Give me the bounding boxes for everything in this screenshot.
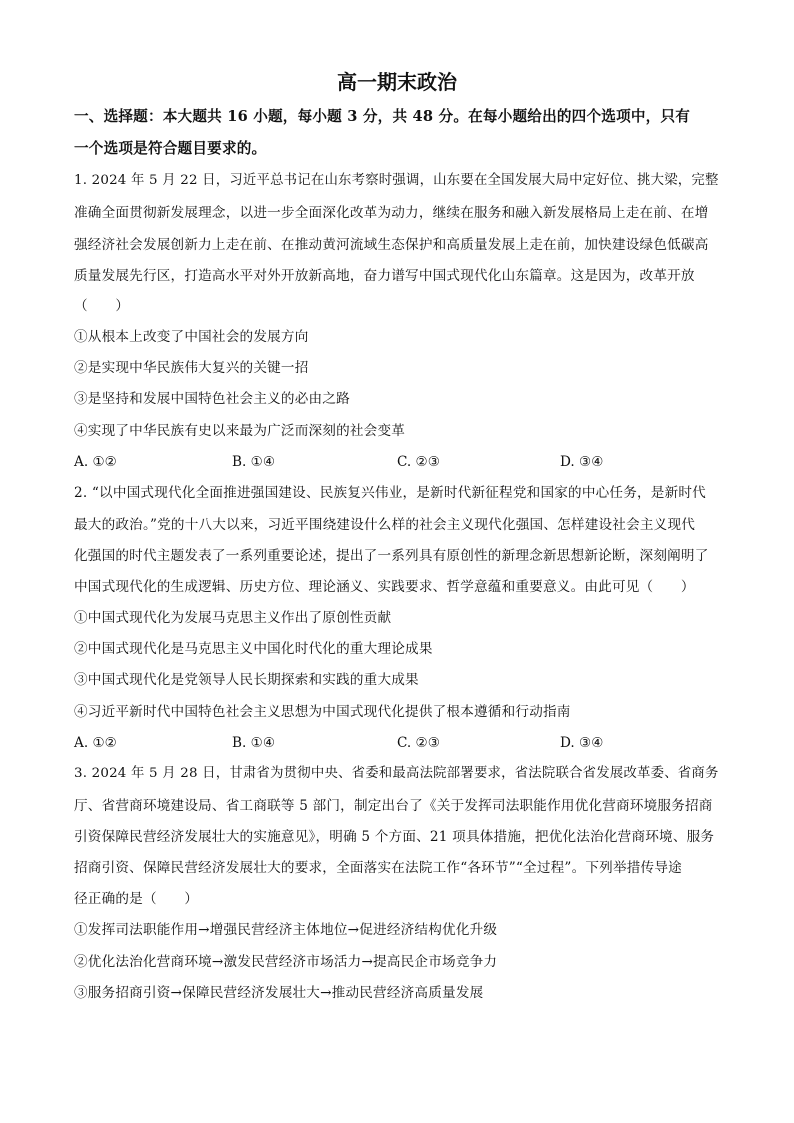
q2-option-b[interactable]: B. ①④	[232, 735, 276, 751]
q1-option-a[interactable]: A. ①②	[74, 454, 117, 470]
q3-stem-line-4: 招商引资、保障民营经济发展壮大的要求，全面落实在法院工作“各环节”“全过程”。下列举措传导途	[74, 860, 682, 876]
q2-stem-line-4: 中国式现代化的生成逻辑、历史方位、理论涵义、实践要求、哲学意蕴和重要意义。由此可见（ ）	[74, 579, 695, 595]
q1-statement-1: ①从根本上改变了中国社会的发展方向	[74, 329, 309, 345]
q1-statement-2: ②是实现中华民族伟大复兴的关键一招	[74, 360, 309, 376]
q1-statement-3: ③是坚持和发展中国特色社会主义的必由之路	[74, 391, 350, 407]
section-header-line-1: 一、选择题：本大题共 16 小题，每小题 3 分，共 48 分。在每小题给出的四个选项中，只有	[74, 108, 691, 125]
section-header-line-2: 一个选项是符合题目要求的。	[74, 140, 267, 157]
q2-statement-3: ③中国式现代化是党领导人民长期探索和实践的重大成果	[74, 672, 419, 688]
q1-option-b[interactable]: B. ①④	[232, 454, 276, 470]
q1-stem-line-3: 强经济社会发展创新力上走在前、在推动黄河流域生态保护和高质量发展上走在前，加快建设绿色低碳高	[74, 237, 709, 253]
q3-stem-line-5: 径正确的是（ ）	[74, 891, 199, 907]
q3-statement-3: ③服务招商引资→保障民营经济发展壮大→推动民营经济高质量发展	[74, 985, 484, 1001]
q2-statement-4: ④习近平新时代中国特色社会主义思想为中国式现代化提供了根本遵循和行动指南	[74, 704, 571, 720]
exam-title: 高一期末政治	[337, 70, 457, 94]
q2-option-c[interactable]: C. ②③	[397, 735, 440, 751]
q2-option-d[interactable]: D. ③④	[560, 735, 604, 751]
q2-stem-line-3: 化强国的时代主题发表了一系列重要论述，提出了一系列具有原创性的新理念新思想新论断，深刻阐明了	[74, 548, 709, 564]
q2-stem-line-2: 最大的政治。”党的十八大以来，习近平围绕建设什么样的社会主义现代化强国、怎样建设社会主义现代	[74, 517, 696, 533]
q2-option-a[interactable]: A. ①②	[74, 735, 117, 751]
q3-stem-line-3: 引资保障民营经济发展壮大的实施意见》，明确 5 个方面、21 项具体措施，把优化法治化营商环境、服务	[74, 829, 715, 845]
q2-statement-2: ②中国式现代化是马克思主义中国化时代化的重大理论成果	[74, 641, 433, 657]
q3-stem-line-2: 厅、省营商环境建设局、省工商联等 5 部门，制定出台了《关于发挥司法职能作用优化营商环境服务招商	[74, 798, 713, 814]
q1-option-c[interactable]: C. ②③	[397, 454, 440, 470]
q2-stem-line-1: 2. “以中国式现代化全面推进强国建设、民族复兴伟业，是新时代新征程党和国家的中心任务，是新时代	[74, 485, 706, 501]
q3-statement-1: ①发挥司法职能作用→增强民营经济主体地位→促进经济结构优化升级	[74, 922, 498, 938]
q2-statement-1: ①中国式现代化为发展马克思主义作出了原创性贡献	[74, 610, 392, 626]
q1-option-d[interactable]: D. ③④	[560, 454, 604, 470]
q3-statement-2: ②优化法治化营商环境→激发民营经济市场活力→提高民企市场竞争力	[74, 954, 498, 970]
q1-stem-line-5: （ ）	[74, 298, 130, 314]
q1-stem-line-4: 质量发展先行区，打造高水平对外开放新高地，奋力谱写中国式现代化山东篇章。这是因为，改革开放	[74, 268, 695, 284]
q1-stem-line-1: 1. 2024 年 5 月 22 日，习近平总书记在山东考察时强调，山东要在全国发展大局中定好位、挑大梁，完整	[74, 173, 719, 188]
q3-stem-line-1: 3. 2024 年 5 月 28 日，甘肃省为贯彻中央、省委和最高法院部署要求，省法院联合省发展改革委、省商务	[74, 766, 719, 781]
q1-statement-4: ④实现了中华民族有史以来最为广泛而深刻的社会变革	[74, 423, 406, 439]
q1-stem-line-2: 准确全面贯彻新发展理念，以进一步全面深化改革为动力，继续在服务和融入新发展格局上走在前、在增	[74, 205, 709, 221]
